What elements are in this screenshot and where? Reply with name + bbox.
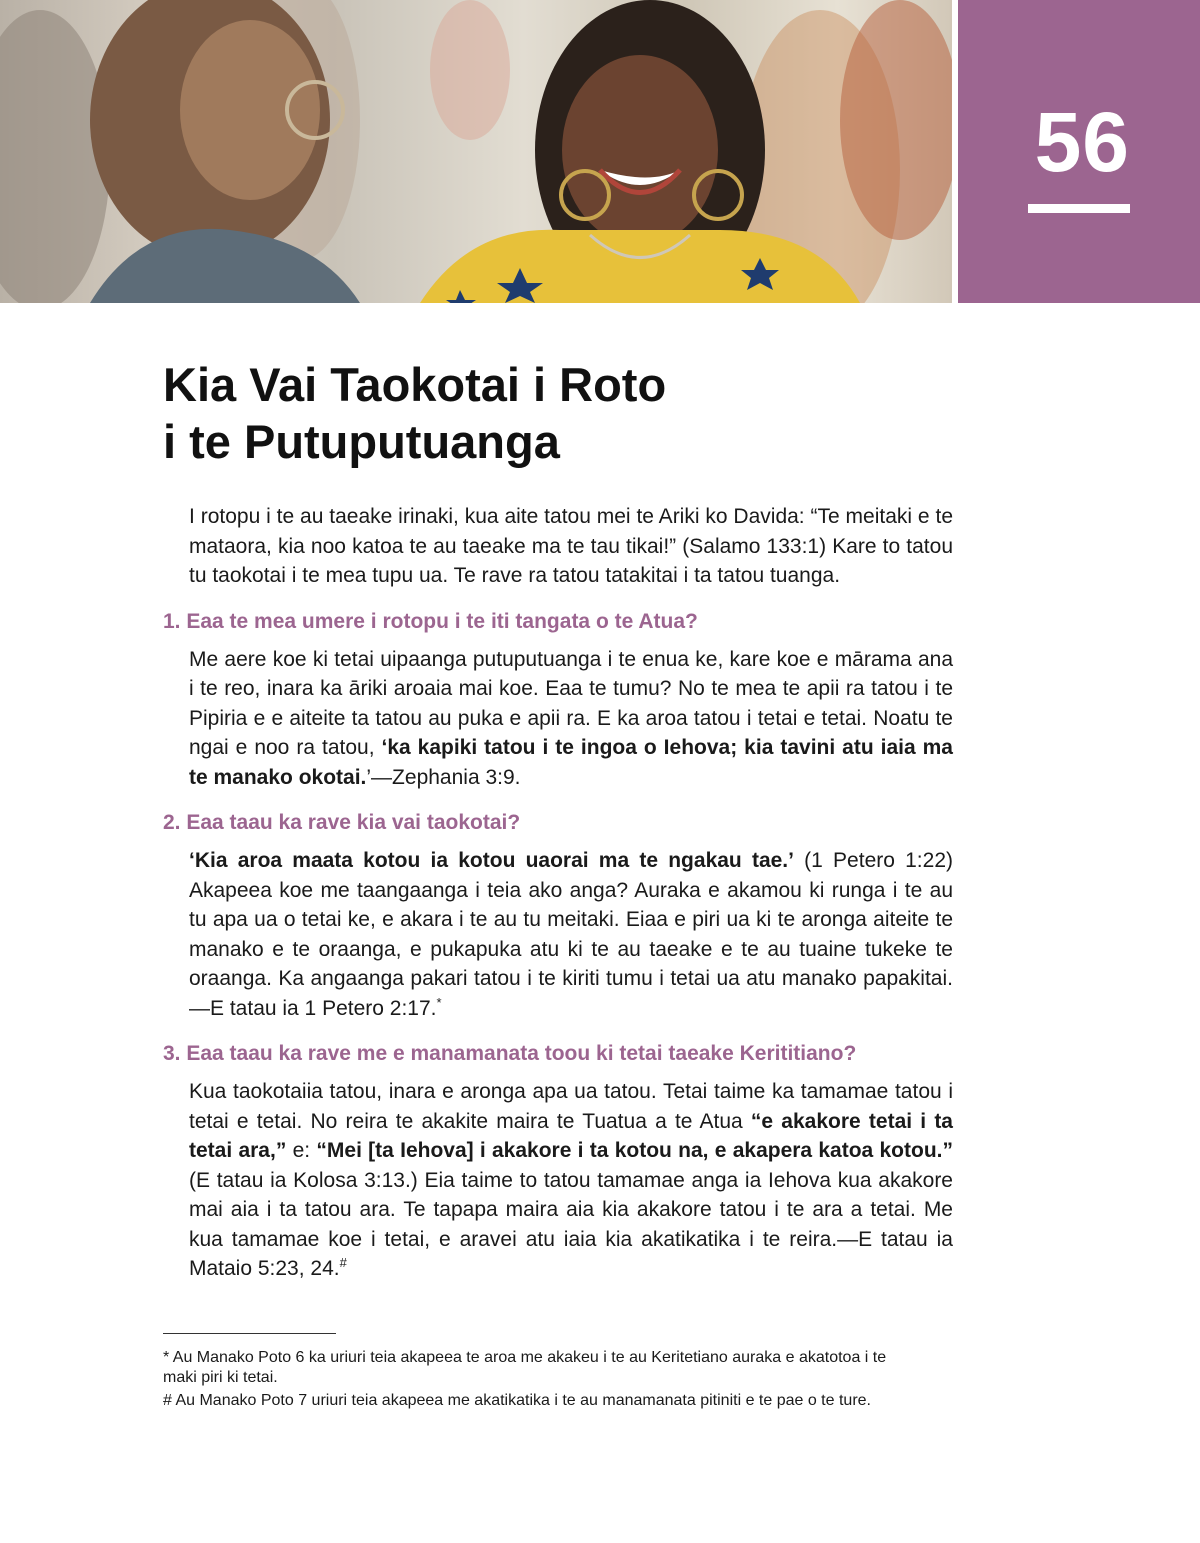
lesson-body xyxy=(163,502,953,1284)
question-1: 1. Eaa te mea umere i rotopu i te iti tangata o te Atua? xyxy=(163,609,698,633)
footnote-marker-2[interactable]: # xyxy=(339,1255,347,1270)
answer-3-text-end: (E tatau ia Kolosa 3:13.) Eia taime to tatou tamamae anga ia Iehova kua akakore mai aia i ta tatou ara. Te tapapa maira aia kia akakore tatou i te ara a tetai. Me kua tamamae koe i tetai, e aravei atu iaia kia akatikatika i te reira.—E tatau ia Mataio 5:23, 24. xyxy=(189,1168,953,1280)
answer-3-quote-2: “Mei [ta Iehova] i akakore i ta kotou na, e akapera katoa kotou.” xyxy=(316,1139,953,1162)
lesson-number-badge xyxy=(958,0,1200,303)
lesson-number: 56 xyxy=(1034,95,1130,189)
answer-3-text-start: Kua taokotaiia tatou, inara e aronga apa ua tatou. Tetai taime ka tamamae tatou i tetai e tetai. No reira te akakite maira te Tuatua a te Atua xyxy=(189,1080,953,1133)
answer-2-quote: ‘Kia aroa maata kotou ia kotou uaorai ma te ngakau tae.’ xyxy=(189,849,794,872)
answer-2-text: (1 Petero 1:22) Akapeea koe me taangaanga i teia ako anga? Auraka e akamou ki runga i te au tu apa ua o tetai ke, e akara i te au tu meitaki. Eiaa e piri ua ki te aronga aiteite te manako e te oraanga, e pukapuka atu ki te au taeake e te au tuaine tukeke te oraanga. Ka angaanga pakari tatou i te kiriti tumu i tetai ua atu manako papakitai.—E tatau ia 1 Petero 2:17. xyxy=(189,849,953,1020)
header-photo-illustration xyxy=(0,0,952,303)
answer-1-reference: ’—Zephania 3:9. xyxy=(366,765,521,789)
footnote-marker-1[interactable]: * xyxy=(436,994,442,1010)
answer-3 xyxy=(189,1077,953,1284)
footnote-divider xyxy=(163,1333,336,1334)
page-title-line-1: Kia Vai Taokotai i Roto xyxy=(163,358,667,411)
intro-paragraph: I rotopu i te au taeake irinaki, kua aite tatou mei te Ariki ko Davida: “Te meitaki e te mataora, kia noo katoa te au taeake ma te tau tikai!” (Salamo 133:1) Kare to tatou tu taokotai i te mea tupu ua. Te rave ra tatou tatakitai i ta tatou tuanga. xyxy=(189,505,953,587)
question-3: 3. Eaa taau ka rave me e manamanata toou ki tetai taeake Kerititiano? xyxy=(163,1042,857,1065)
answer-3-quote-1: “e akakore tetai i ta tetai ara,” xyxy=(189,1109,953,1162)
answer-1-quote: ‘ka kapiki tatou i te ingoa o Iehova; kia tavini atu iaia ma te manako okotai. xyxy=(189,736,953,789)
lesson-number-underline xyxy=(1028,204,1130,213)
answer-3-text-mid: e: xyxy=(286,1139,317,1162)
page-title-line-2: i te Putuputuanga xyxy=(163,415,560,468)
footnotes xyxy=(163,1348,903,1414)
footnote-2: # Au Manako Poto 7 uriuri teia akapeea me akatikatika i te au manamanata pitiniti e te pae o te ture. xyxy=(163,1392,871,1409)
header-photo xyxy=(0,0,952,303)
question-2: 2. Eaa taau ka rave kia vai taokotai? xyxy=(163,811,521,834)
answer-1-text: Me aere koe ki tetai uipaanga putuputuanga i te enua ke, kare koe e mārama ana i te reo, inara ka āriki aroaia mai koe. Eaa te tumu? No te mea te apii ra tatou i te Pipiria e e aiteite ta tatou au puka e apii ra. E ka aroa tatou i tetai e tetai. Noatu te ngai e noo ra tatou, xyxy=(189,647,953,759)
answer-2 xyxy=(189,846,953,1023)
answer-1 xyxy=(189,645,953,793)
footnote-1: * Au Manako Poto 6 ka uriuri teia akapeea te aroa me akakeu i te au Keritetiano auraka e akatotoa i te maki piri ki tetai. xyxy=(163,1349,887,1386)
page-title xyxy=(163,356,666,470)
